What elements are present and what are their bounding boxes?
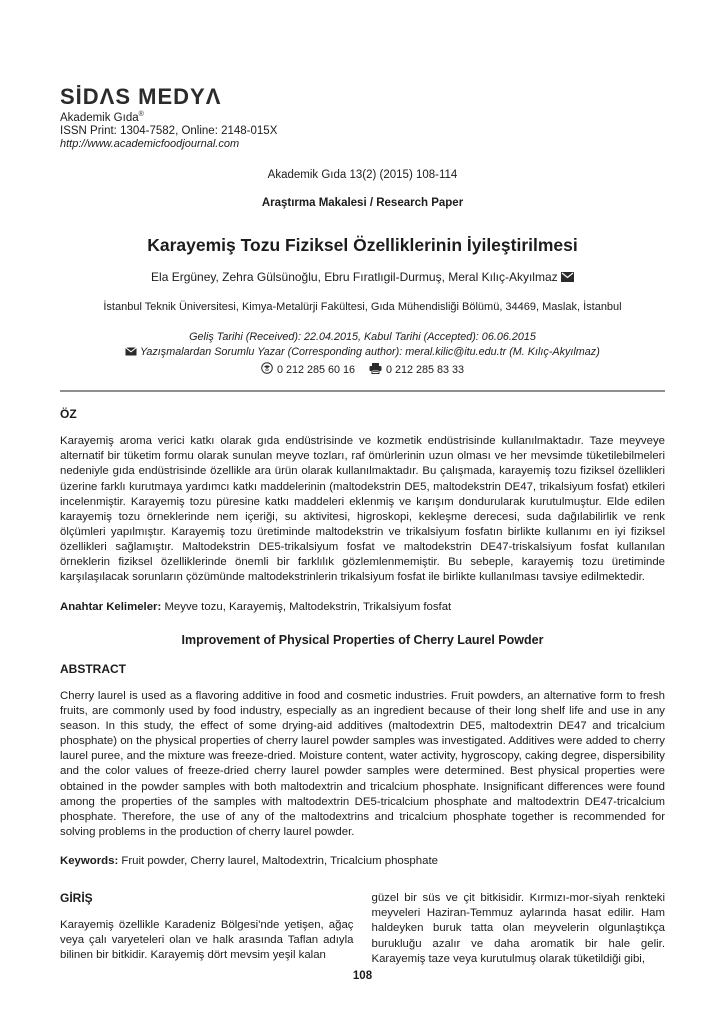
keywords-en-label: Keywords:	[60, 855, 119, 868]
page-number: 108	[352, 970, 373, 982]
mail-icon	[561, 272, 574, 282]
fax-printer-icon	[369, 363, 382, 374]
corresponding-author-line: Yazışmalardan Sorumlu Yazar (Corresponding author): meral.kilic@itu.edu.tr (M. Kılıç-Akyılmaz)	[60, 345, 665, 360]
contact-numbers-line	[60, 362, 665, 376]
keywords-tr-label: Anahtar Kelimeler:	[60, 600, 162, 613]
keywords-tr: Meyve tozu, Karayemiş, Maltodekstrin, Trikalsiyum fosfat	[161, 600, 452, 613]
publisher-logo: SİDΛS MEDYΛ	[60, 84, 222, 109]
abstract-heading: ABSTRACT	[60, 661, 126, 676]
intro-columns	[60, 891, 665, 967]
intro-left-column	[60, 891, 354, 967]
intro-right-column	[372, 891, 666, 967]
article-title: Karayemiş Tozu Fiziksel Özelliklerinin İyileştirilmesi	[147, 234, 578, 255]
envelope-icon	[125, 347, 137, 356]
journal-name: Akademik Gıda®	[60, 111, 144, 124]
oz-body: Karayemiş aroma verici katkı olarak gıda endüstrisinde ve kozmetik endüstrisinde kullanılmaktadır. Taze meyveye alternatif bir tüketim formu olarak sunulan meyve tozları, raf ömürlerinin uzun olması ve her mevsimde tüketilebilmeleri nedeniyle gıda endüstrisinde özellikle ara ürün olarak kullanılmaktadır. Bu çalışmada, karayemiş tozu fiziksel özellikleri üzerine farklı kurutmaya yardımcı katkı maddelerinin (maltodekstrin DE5, maltodekstrin DE47, trikalsiyum fosfat) etkileri incelenmiştir. Karayemiş tozu püresine katkı maddeleri eklenmiş ve karışım dondurularak kurutulmuştur. Elde edilen karayemiş tozu örneklerinde nem içeriği, su aktivitesi, higroskopi, kekleşme derecesi, suda dağılabilirlik ve renk ölçümleri yapılmıştır. Karayemiş tozu üretiminde maltodekstrin ve trikalsiyum fosfatın birlikte kullanımı en iyi fiziksel özellikleri sağlamıştır. Maltodekstrin DE5-trikalsiyum fosfat ve maltodekstrin DE47-triskalsiyum fosfat kullanılan örneklerin fiziksel özelliklerinde önemli bir farklılık gözlemlenmemiştir. Bu sebeple, karayemiş tozu üretiminde karşılaşılacak sorunların çözümünde maltodekstrinlerin trikalsiyum fosfat ile birlikte kullanılması tavsiye edilmektedir.	[60, 435, 665, 584]
intro-right-text: güzel bir süs ve çit bitkisidir. Kırmızı-mor-siyah renkteki meyveleri Haziran-Temmuz aylarında hasat edilir. Ham haldeyken buruk tatta olan meyvelerin olgunlaştıkça burukluğu azalır ve daha aromatik bir hale gelir. Karayemiş taze veya kurutulmuş olarak tüketildiği gibi,	[371, 892, 665, 965]
section-divider	[60, 390, 665, 392]
registered-trademark: ®	[138, 111, 144, 118]
title-en: Improvement of Physical Properties of Cherry Laurel Powder	[181, 632, 544, 647]
authors-names: Ela Ergüney, Zehra Gülsünoğlu, Ebru Fıratlıgil-Durmuş, Meral Kılıç-Akyılmaz	[151, 269, 558, 284]
keywords-en: Fruit powder, Cherry laurel, Maltodextrin, Tricalcium phosphate	[118, 855, 438, 868]
issn-line: ISSN Print: 1304-7582, Online: 2148-015X	[60, 124, 278, 137]
received-accepted-line: Geliş Tarihi (Received): 22.04.2015, Kabul Tarihi (Accepted): 06.06.2015	[189, 330, 536, 343]
keywords-en-line	[60, 855, 665, 867]
phone-number: 0 212 285 60 16	[276, 364, 355, 377]
oz-heading: ÖZ	[60, 407, 77, 422]
phone-icon	[261, 362, 273, 374]
citation-line: Akademik Gıda 13(2) (2015) 108-114	[267, 168, 458, 181]
fax-number: 0 212 285 83 33	[386, 364, 465, 377]
giris-heading: GİRİŞ	[60, 891, 93, 906]
journal-url: http://www.academicfoodjournal.com	[60, 137, 240, 150]
abstract-body: Cherry laurel is used as a flavoring additive in food and cosmetic industries. Fruit powders, an alternative form to fresh fruits, are commonly used by food industry, especially as an ingredient because of their long shelf life and use in any season. In this study, the effect of some drying-aid additives (maltodextrin DE5, maltodextrin DE47 and tricalcium phosphate) on the physical properties of cherry laurel powder samples was investigated. Additives were added to cherry laurel puree, and the mixture was freeze-dried. Moisture content, water activity, hygroscopy, caking degree, dispersibility and the color values of freeze-dried cherry laurel powder samples were determined. Best physical properties were obtained in the powder samples with both maltodextrin and tricalcium phosphate. Insignificant differences were found among the properties of the samples with maltodextrin DE5-tricalcium phosphate and maltodextrin DE47-tricalcium phosphate. Therefore, the use of any of the maltodextrins and tricalcium phosphate together is recommended for solving problems in the production of cherry laurel powder.	[60, 689, 665, 839]
intro-left-text: Karayemiş özellikle Karadeniz Bölgesi'nde yetişen, ağaç veya çalı varyeteleri olan ve halk arasında Taflan adıyla bilinen bir bitkidir. Karayemiş dört mevsim yeşil kalan	[60, 919, 354, 962]
article-type: Araştırma Makalesi / Research Paper	[261, 196, 464, 209]
publisher-header	[60, 86, 665, 150]
authors-line	[60, 270, 665, 284]
affiliation-line: İstanbul Teknik Üniversitesi, Kimya-Metalürji Fakültesi, Gıda Mühendisliği Bölümü, 34469, Maslak, İstanbul	[103, 300, 622, 313]
keywords-tr-line	[60, 601, 665, 613]
